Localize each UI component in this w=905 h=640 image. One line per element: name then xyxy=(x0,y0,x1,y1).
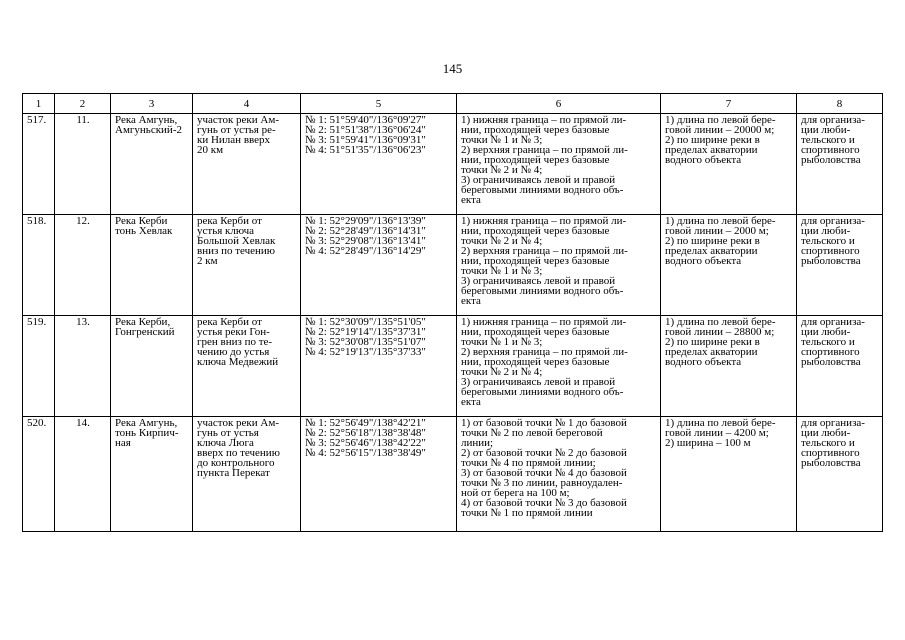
cell-text-line: пределах акватории xyxy=(665,346,758,358)
cell-text-line: № 1: 52°30'09"/135°51'05" xyxy=(305,316,426,328)
cell-text-line: 1) длина по левой бере- xyxy=(665,114,776,126)
location-cell xyxy=(193,215,301,316)
cell-text-line: Река Керби, xyxy=(115,316,171,328)
cell-text-line: устья ключа xyxy=(197,225,255,237)
cell-text-line: рыболовства xyxy=(801,154,861,166)
site-name-cell xyxy=(111,215,193,316)
cell-text-line: точки № 4 по прямой линии; xyxy=(461,457,596,469)
cell-text-line: говой линии – 20000 м; xyxy=(665,124,775,136)
cell-text-line: екта xyxy=(461,295,481,307)
cell-text-line: точки № 1 по прямой линии xyxy=(461,507,593,519)
cell-text-line: 2) верхняя граница – по прямой ли- xyxy=(461,144,628,156)
location-cell xyxy=(193,316,301,417)
cell-text-line: береговыми линиями водного объ- xyxy=(461,184,624,196)
cell-text-line: для организа- xyxy=(801,114,865,126)
cell-text-line: точки № 2 и № 4; xyxy=(461,366,543,378)
cell-text-line: 1) нижняя граница – по прямой ли- xyxy=(461,114,627,126)
cell-text-line: точки № 2 и № 4; xyxy=(461,235,543,247)
column-header: 6 xyxy=(457,94,661,114)
borders-cell xyxy=(457,417,661,532)
cell-text-line: береговыми линиями водного объ- xyxy=(461,285,624,297)
cell-text-line: для организа- xyxy=(801,215,865,227)
cell-text-line: 3) ограничиваясь левой и правой xyxy=(461,174,616,186)
cell-text-line: № 2: 51°51'38"/136°06'24" xyxy=(305,124,426,136)
sub-number-cell: 11. xyxy=(55,114,111,215)
purpose-cell xyxy=(797,114,883,215)
cell-text-line: нии, проходящей через базовые xyxy=(461,154,610,166)
cell-text-line: грен вниз по те- xyxy=(197,336,273,348)
cell-text-line: тельского и xyxy=(801,235,855,247)
cell-text-line: водного объекта xyxy=(665,154,742,166)
cell-text-line: водного объекта xyxy=(665,255,742,267)
header-row xyxy=(23,94,883,114)
cell-text-line: 1) длина по левой бере- xyxy=(665,316,776,328)
cell-text-line: № 2: 52°56'18"/138°38'48" xyxy=(305,427,426,439)
cell-text-line: участок реки Ам- xyxy=(197,114,279,126)
cell-text-line: гунь от устья ре- xyxy=(197,124,276,136)
cell-text-line: река Керби от xyxy=(197,215,262,227)
cell-text-line: ции люби- xyxy=(801,225,851,237)
cell-text-line: 1) нижняя граница – по прямой ли- xyxy=(461,215,627,227)
cell-text-line: говой линии – 28800 м; xyxy=(665,326,775,338)
sub-number-cell: 13. xyxy=(55,316,111,417)
cell-text-line: 2 км xyxy=(197,255,218,267)
cell-text-line: ключа Медвежий xyxy=(197,356,279,368)
coordinates-cell xyxy=(301,215,457,316)
cell-text-line: спортивного xyxy=(801,447,860,459)
cell-text-line: ки Нилан вверх xyxy=(197,134,271,146)
cell-text-line: вниз по течению xyxy=(197,245,276,257)
page-number: 145 xyxy=(442,61,463,76)
cell-text-line: Гонгренский xyxy=(115,326,175,338)
cell-text-line: 1) длина по левой бере- xyxy=(665,215,776,227)
row-number-cell: 518. xyxy=(23,215,55,316)
cell-text-line: нии, проходящей через базовые xyxy=(461,124,610,136)
row-number-cell: 520. xyxy=(23,417,55,532)
coordinates-cell xyxy=(301,114,457,215)
purpose-cell xyxy=(797,215,883,316)
cell-text-line: № 1: 51°59'40"/136°09'27" xyxy=(305,114,426,126)
cell-text-line: говой линии – 4200 м; xyxy=(665,427,769,439)
cell-text-line: точки № 1 и № 3; xyxy=(461,336,543,348)
cell-text-line: для организа- xyxy=(801,316,865,328)
cell-text-line: 3) ограничиваясь левой и правой xyxy=(461,275,616,287)
cell-text-line: Река Амгунь, xyxy=(115,417,178,429)
cell-text-line: чению до устья xyxy=(197,346,270,358)
site-name-cell xyxy=(111,114,193,215)
cell-text-line: спортивного xyxy=(801,346,860,358)
cell-text-line: № 4: 52°19'13"/135°37'33" xyxy=(305,346,426,358)
column-header: 4 xyxy=(193,94,301,114)
cell-text-line: река Керби от xyxy=(197,316,262,328)
cell-text-line: точки № 2 по левой береговой xyxy=(461,427,603,439)
size-cell xyxy=(661,114,797,215)
cell-text-line: нии, проходящей через базовые xyxy=(461,356,610,368)
cell-text-line: № 4: 51°51'35"/136°06'23" xyxy=(305,144,426,156)
site-name-cell xyxy=(111,417,193,532)
table-row xyxy=(23,215,883,316)
location-cell xyxy=(193,114,301,215)
cell-text-line: № 4: 52°56'15"/138°38'49" xyxy=(305,447,426,459)
size-cell xyxy=(661,215,797,316)
cell-text-line: водного объекта xyxy=(665,356,742,368)
table-row xyxy=(23,114,883,215)
cell-text-line: рыболовства xyxy=(801,255,861,267)
cell-text-line: Река Керби xyxy=(115,215,168,227)
cell-text-line: точки № 3 по линии, равноудален- xyxy=(461,477,623,489)
cell-text-line: рыболовства xyxy=(801,356,861,368)
cell-text-line: № 3: 52°30'08"/135°51'07" xyxy=(305,336,426,348)
cell-text-line: нии, проходящей через базовые xyxy=(461,255,610,267)
cell-text-line: ная xyxy=(115,437,131,449)
sub-number-cell: 14. xyxy=(55,417,111,532)
cell-text-line: пределах акватории xyxy=(665,144,758,156)
cell-text-line: Большой Хевлак xyxy=(197,235,276,247)
column-header: 8 xyxy=(797,94,883,114)
cell-text-line: 2) верхняя граница – по прямой ли- xyxy=(461,245,628,257)
cell-text-line: гунь от устья xyxy=(197,427,259,439)
cell-text-line: пределах акватории xyxy=(665,245,758,257)
cell-text-line: тонь Кирпич- xyxy=(115,427,179,439)
cell-text-line: № 2: 52°28'49"/136°14'31" xyxy=(305,225,426,237)
cell-text-line: 20 км xyxy=(197,144,224,156)
cell-text-line: точки № 1 и № 3; xyxy=(461,265,543,277)
cell-text-line: спортивного xyxy=(801,245,860,257)
cell-text-line: Река Амгунь, xyxy=(115,114,178,126)
column-header: 5 xyxy=(301,94,457,114)
cell-text-line: говой линии – 2000 м; xyxy=(665,225,769,237)
coordinates-cell xyxy=(301,316,457,417)
purpose-cell xyxy=(797,316,883,417)
cell-text-line: 3) от базовой точки № 4 до базовой xyxy=(461,467,627,479)
sub-number-cell: 12. xyxy=(55,215,111,316)
column-header: 1 xyxy=(23,94,55,114)
row-number-cell: 519. xyxy=(23,316,55,417)
cell-text-line: ции люби- xyxy=(801,427,851,439)
cell-text-line: устья реки Гон- xyxy=(197,326,270,338)
cell-text-line: участок реки Ам- xyxy=(197,417,279,429)
borders-cell xyxy=(457,215,661,316)
cell-text-line: для организа- xyxy=(801,417,865,429)
location-cell xyxy=(193,417,301,532)
cell-text-line: ключа Люга xyxy=(197,437,254,449)
cell-text-line: № 3: 52°29'08"/136°13'41" xyxy=(305,235,426,247)
cell-text-line: 2) по ширине реки в xyxy=(665,336,760,348)
cell-text-line: рыболовства xyxy=(801,457,861,469)
cell-text-line: линии; xyxy=(461,437,494,449)
cell-text-line: Амгуньский-2 xyxy=(115,124,182,136)
purpose-cell xyxy=(797,417,883,532)
cell-text-line: 1) от базовой точки № 1 до базовой xyxy=(461,417,627,429)
cell-text-line: пункта Перекат xyxy=(197,467,270,479)
cell-text-line: береговыми линиями водного объ- xyxy=(461,386,624,398)
cell-text-line: 4) от базовой точки № 3 до базовой xyxy=(461,497,627,509)
cell-text-line: 2) ширина – 100 м xyxy=(665,437,751,449)
table-row xyxy=(23,417,883,532)
size-cell xyxy=(661,316,797,417)
cell-text-line: екта xyxy=(461,396,481,408)
cell-text-line: до контрольного xyxy=(197,457,275,469)
cell-text-line: 3) ограничиваясь левой и правой xyxy=(461,376,616,388)
site-name-cell xyxy=(111,316,193,417)
cell-text-line: 1) длина по левой бере- xyxy=(665,417,776,429)
cell-text-line: тельского и xyxy=(801,437,855,449)
cell-text-line: 2) по ширине реки в xyxy=(665,134,760,146)
column-header: 7 xyxy=(661,94,797,114)
coordinates-cell xyxy=(301,417,457,532)
size-cell xyxy=(661,417,797,532)
cell-text-line: № 3: 51°59'41"/136°09'31" xyxy=(305,134,426,146)
row-number-cell: 517. xyxy=(23,114,55,215)
cell-text-line: № 4: 52°28'49"/136°14'29" xyxy=(305,245,426,257)
borders-cell xyxy=(457,316,661,417)
cell-text-line: № 1: 52°56'49"/138°42'21" xyxy=(305,417,426,429)
cell-text-line: нии, проходящей через базовые xyxy=(461,225,610,237)
cell-text-line: ции люби- xyxy=(801,326,851,338)
borders-cell xyxy=(457,114,661,215)
column-header: 3 xyxy=(111,94,193,114)
cell-text-line: точки № 1 и № 3; xyxy=(461,134,543,146)
cell-text-line: ции люби- xyxy=(801,124,851,136)
fishing-sites-table xyxy=(22,93,883,532)
cell-text-line: спортивного xyxy=(801,144,860,156)
cell-text-line: 2) верхняя граница – по прямой ли- xyxy=(461,346,628,358)
cell-text-line: точки № 2 и № 4; xyxy=(461,164,543,176)
cell-text-line: тонь Хевлак xyxy=(115,225,173,237)
cell-text-line: вверх по течению xyxy=(197,447,280,459)
cell-text-line: № 3: 52°56'46"/138°42'22" xyxy=(305,437,426,449)
cell-text-line: тельского и xyxy=(801,134,855,146)
cell-text-line: № 2: 52°19'14"/135°37'31" xyxy=(305,326,426,338)
cell-text-line: 1) нижняя граница – по прямой ли- xyxy=(461,316,627,328)
cell-text-line: нии, проходящей через базовые xyxy=(461,326,610,338)
cell-text-line: 2) по ширине реки в xyxy=(665,235,760,247)
table-row xyxy=(23,316,883,417)
column-header: 2 xyxy=(55,94,111,114)
cell-text-line: тельского и xyxy=(801,336,855,348)
cell-text-line: № 1: 52°29'09"/136°13'39" xyxy=(305,215,426,227)
cell-text-line: екта xyxy=(461,194,481,206)
cell-text-line: 2) от базовой точки № 2 до базовой xyxy=(461,447,627,459)
cell-text-line: ной от берега на 100 м; xyxy=(461,487,570,499)
